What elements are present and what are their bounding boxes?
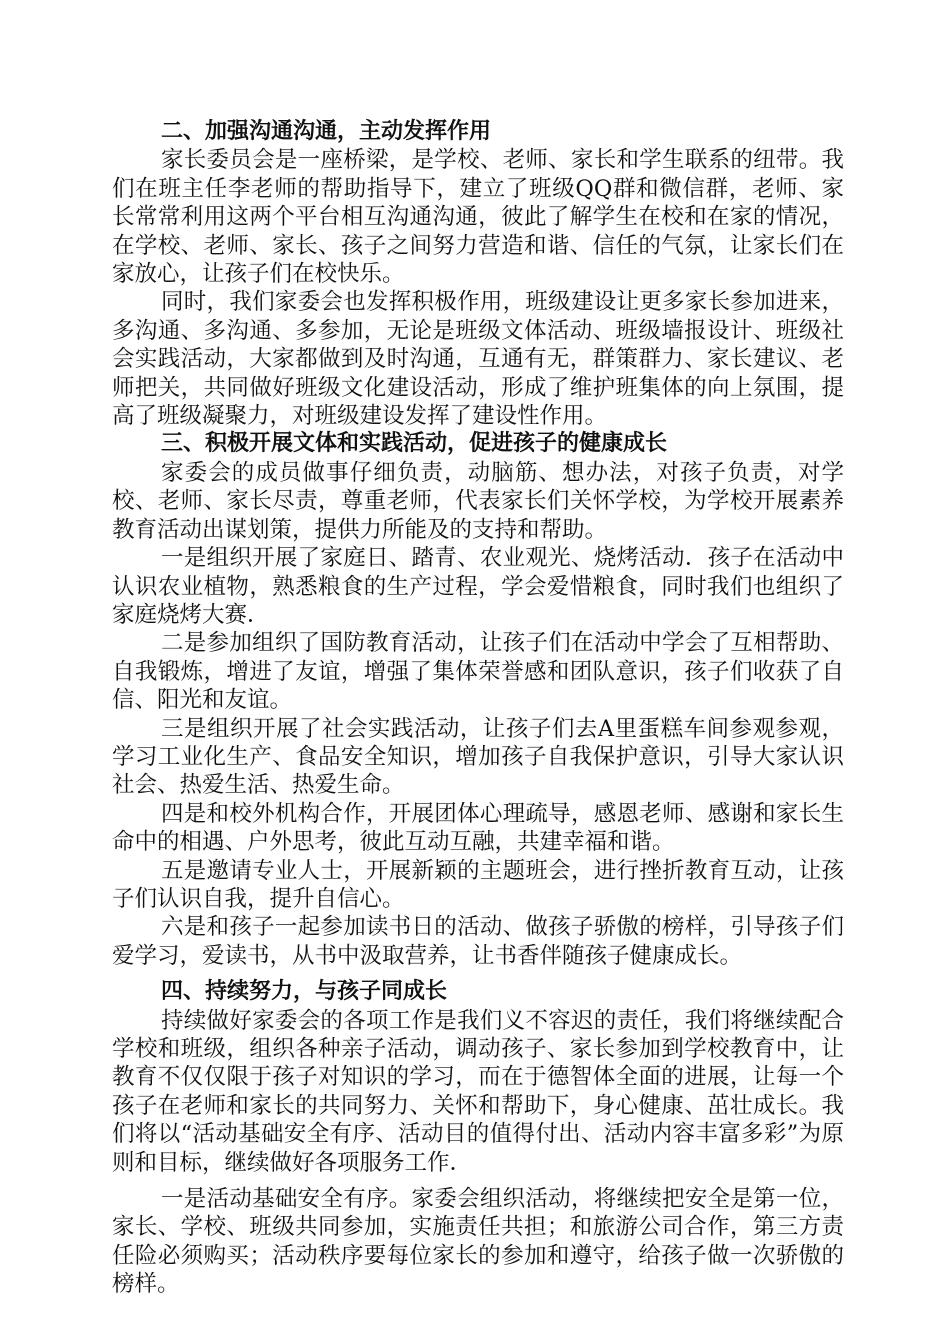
paragraph: 六是和孩子一起参加读书日的活动、做孩子骄傲的榜样，引导孩子们爱学习，爱读书，从书中汲取营养，让书香伴随孩子健康成长。 <box>112 914 844 969</box>
paragraph: 家长委员会是一座桥梁，是学校、老师、家长和学生联系的纽带。我们在班主任李老师的帮助指导下，建立了班级QQ群和微信群，老师、家长常常利用这两个平台相互沟通沟通，彼此了解学生在校和在家的情况，在学校、老师、家长、孩子之间努力营造和谐、信任的气氛，让家长们在家放心，让孩子们在校快乐。 <box>112 147 844 288</box>
paragraph: 持续做好家委会的各项工作是我们义不容迟的责任，我们将继续配合学校和班级，组织各种亲子活动，调动孩子、家长参加到学校教育中，让教育不仅仅限于孩子对知识的学习，而在于德智体全面的进展，让每一个孩子在老师和家长的共同努力、关怀和帮助下，身心健康、茁壮成长。我们将以“活动基础安全有序、活动目的值得付出、活动内容丰富多彩”为原则和目标，继续做好各项服务工作． <box>112 1007 844 1176</box>
paragraph: 一是活动基础安全有序。家委会组织活动，将继续把安全是第一位，家长、学校、班级共同参加，实施责任共担；和旅游公司合作，第三方责任险必须购买；活动秩序要每位家长的参加和遵守，给孩子做一次骄傲的榜样。 <box>112 1186 844 1298</box>
paragraph: 二是参加组织了国防教育活动，让孩子们在活动中学会了互相帮助、自我锻炼，增进了友谊，增强了集体荣誉感和团队意识，孩子们收获了自信、阳光和友谊。 <box>112 630 844 714</box>
paragraph: 四是和校外机构合作，开展团体心理疏导，感恩老师、感谢和家长生命中的相遇、户外思考，彼此互动互融，共建幸福和谐。 <box>112 800 844 856</box>
section-heading-2: 二、加强沟通沟通，主动发挥作用 <box>161 119 492 144</box>
paragraph: 家委会的成员做事仔细负责，动脑筋、想办法，对孩子负责，对学校、老师、家长尽责，尊重老师，代表家长们关怀学校，为学校开展素养教育活动出谋划策，提供力所能及的支持和帮助。 <box>112 459 844 543</box>
paragraph: 一是组织开展了家庭日、踏青、农业观光、烧烤活动．孩子在活动中认识农业植物，熟悉粮食的生产过程，学会爱惜粮食，同时我们也组织了家庭烧烤大赛． <box>112 545 844 628</box>
document-page <box>112 118 844 1299</box>
section-heading-3: 三、积极开展文体和实践活动，促进孩子的健康成长 <box>161 431 668 457</box>
section-heading-4: 四、持续努力，与孩子同成长 <box>161 979 448 1005</box>
paragraph: 三是组织开展了社会实践活动，让孩子们去A里蛋糕车间参观参观，学习工业化生产、食品安全知识，增加孩子自我保护意识，引导大家认识社会、热爱生活、热爱生命。 <box>112 715 844 799</box>
paragraph: 五是邀请专业人士，开展新颖的主题班会，进行挫折教育互动，让孩子们认识自我，提升自信心。 <box>112 857 844 912</box>
paragraph: 同时，我们家委会也发挥积极作用，班级建设让更多家长参加进来，多沟通、多沟通、多参加，无论是班级文体活动、班级墙报设计、班级社会实践活动，大家都做到及时沟通，互通有无，群策群力、家长建议、老师把关，共同做好班级文化建设活动，形成了维护班集体的向上氛围，提高了班级凝聚力，对班级建设发挥了建设性作用。 <box>112 289 844 430</box>
